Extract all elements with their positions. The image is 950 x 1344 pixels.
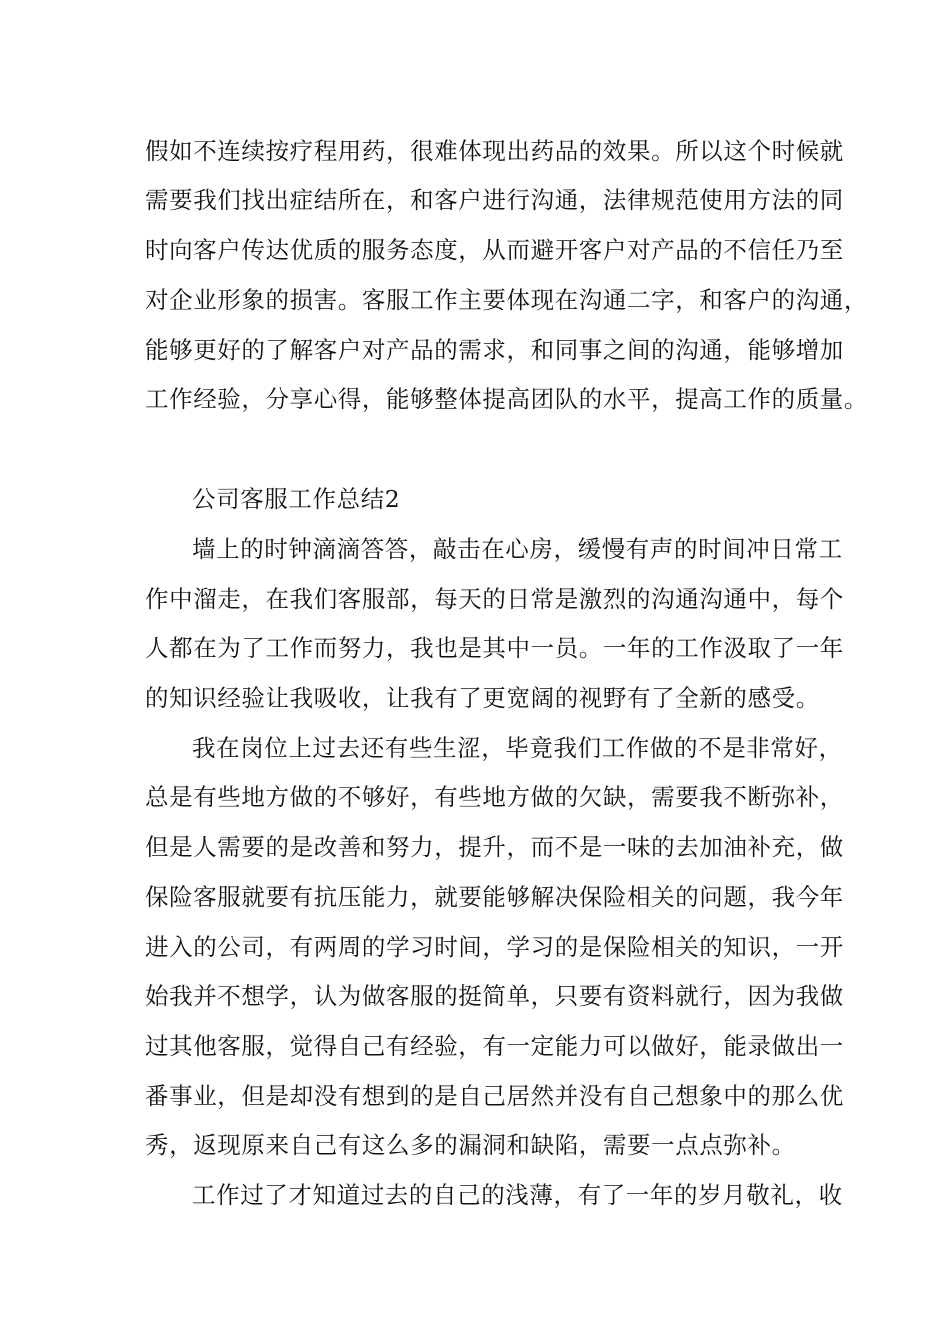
paragraph-1-line-4: 对企业形象的损害。客服工作主要体现在沟通二字，和客户的沟通， (145, 286, 868, 314)
paragraph-3-line-2: 总是有些地方做的不够好，有些地方做的欠缺，需要我不断弥补， (145, 783, 844, 811)
paragraph-3-line-6: 始我并不想学，认为做客服的挺简单，只要有资料就行，因为我做 (145, 982, 844, 1010)
paragraph-3-line-4: 保险客服就要有抗压能力，就要能够解决保险相关的问题，我今年 (145, 883, 844, 911)
paragraph-3-line-7: 过其他客服，觉得自己有经验，有一定能力可以做好，能录做出一 (145, 1032, 844, 1060)
paragraph-3-line-5: 进入的公司，有两周的学习时间，学习的是保险相关的知识，一开 (145, 933, 844, 961)
paragraph-1-line-6: 工作经验，分享心得，能够整体提高团队的水平，提高工作的质量。 (145, 385, 868, 413)
paragraph-2-line-4: 的知识经验让我吸收，让我有了更宽阔的视野有了全新的感受。 (145, 684, 820, 712)
paragraph-3-line-8: 番事业，但是却没有想到的是自己居然并没有自己想象中的那么优 (145, 1082, 844, 1110)
paragraph-3-line-3: 但是人需要的是改善和努力，提升，而不是一味的去加油补充，做 (145, 833, 844, 861)
paragraph-3-line-1: 我在岗位上过去还有些生涩，毕竟我们工作做的不是非常好， (192, 734, 843, 762)
paragraph-2-line-3: 人都在为了工作而努力，我也是其中一员。一年的工作汲取了一年 (145, 634, 844, 662)
paragraph-2-line-2: 作中溜走，在我们客服部，每天的日常是激烈的沟通沟通中，每个 (145, 585, 844, 613)
paragraph-4-line-1: 工作过了才知道过去的自己的浅薄，有了一年的岁月敬礼，收 (192, 1181, 843, 1209)
paragraph-1-line-2: 需要我们找出症结所在，和客户进行沟通，法律规范使用方法的同 (145, 186, 844, 214)
paragraph-2-line-1: 墙上的时钟滴滴答答，敲击在心房，缓慢有声的时间冲日常工 (192, 535, 843, 563)
section-title: 公司客服工作总结2 (192, 485, 401, 513)
paragraph-1-line-1: 假如不连续按疗程用药，很难体现出药品的效果。所以这个时候就 (145, 137, 844, 165)
paragraph-1-line-5: 能够更好的了解客户对产品的需求，和同事之间的沟通，能够增加 (145, 336, 844, 364)
paragraph-1-line-3: 时向客户传达优质的服务态度，从而避开客户对产品的不信任乃至 (145, 236, 844, 264)
paragraph-3-line-9: 秀，返现原来自己有这么多的漏洞和缺陷，需要一点点弥补。 (145, 1131, 796, 1159)
